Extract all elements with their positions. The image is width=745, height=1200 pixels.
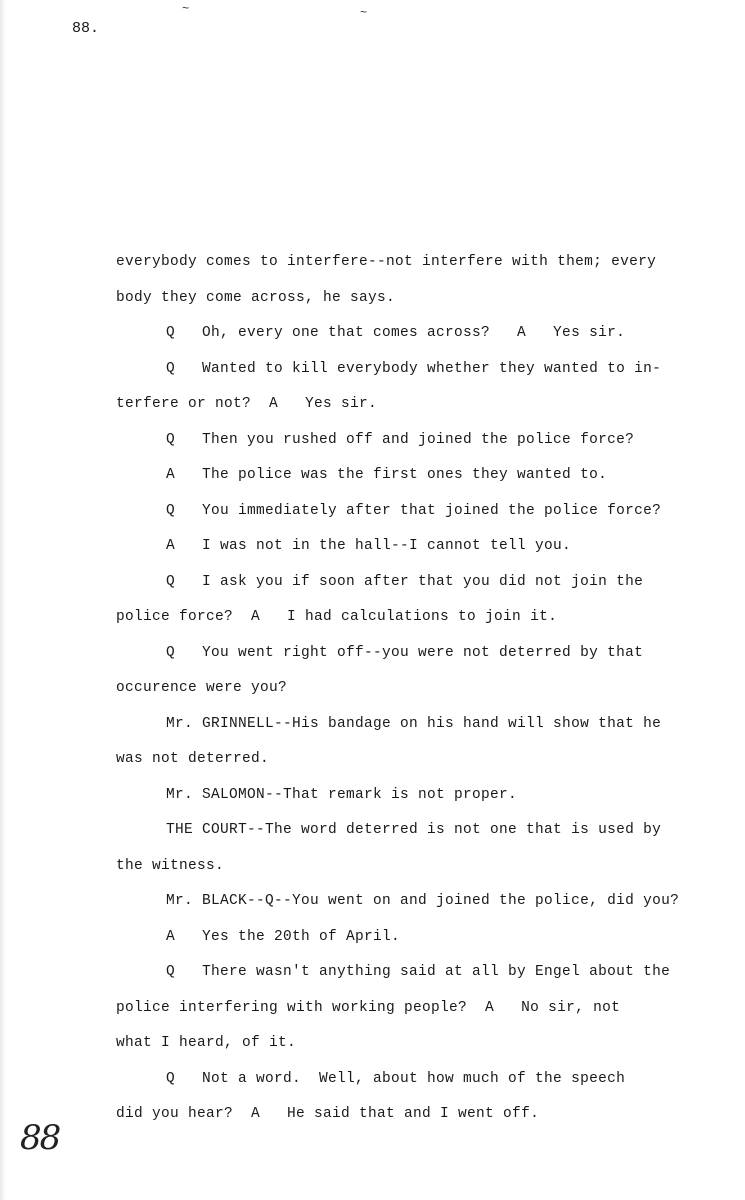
handwritten-page-number: 88 — [20, 1118, 60, 1158]
transcript-line: Q There wasn't anything said at all by Engel about the — [166, 964, 671, 980]
transcript-line: police interfering with working people? A No sir, not — [116, 999, 621, 1016]
ink-speck: ~ — [182, 2, 190, 16]
transcript-line: Mr. BLACK--Q--You went on and joined the police, did you? — [166, 893, 680, 909]
transcript-line: terfere or not? A Yes sir. — [116, 396, 378, 412]
transcript-line: Q I ask you if soon after that you did not join the — [166, 573, 644, 590]
transcript-line: occurence were you? — [116, 680, 288, 696]
transcript-line: the witness. — [116, 857, 225, 874]
transcript-line: A I was not in the hall--I cannot tell you. — [166, 538, 572, 554]
transcript-line: Mr. GRINNELL--His bandage on his hand will show that he — [166, 715, 662, 732]
page-edge-shadow — [0, 0, 6, 1200]
transcript-line: Q You went right off--you were not deterred by that — [166, 644, 644, 661]
transcript-line: Q Wanted to kill everybody whether they wanted to in- — [166, 360, 662, 377]
transcript-line: everybody comes to interfere--not interfere with them; every — [116, 254, 657, 270]
transcript-line: did you hear? A He said that and I went off. — [116, 1106, 540, 1122]
transcript-line: Q Not a word. Well, about how much of the speech — [166, 1070, 626, 1087]
transcript-line: A Yes the 20th of April. — [166, 928, 401, 945]
transcript-line: Q You immediately after that joined the police force? — [166, 502, 662, 519]
transcript-line: Mr. SALOMON--That remark is not proper. — [166, 786, 518, 803]
page-number: 88. — [72, 20, 100, 37]
ink-speck: ~ — [360, 6, 368, 20]
transcript-line: what I heard, of it. — [116, 1035, 297, 1051]
transcript-line: A The police was the first ones they wanted to. — [166, 467, 608, 483]
transcript-line: police force? A I had calculations to join it. — [116, 609, 558, 625]
transcript-line: Q Oh, every one that comes across? A Yes sir. — [166, 325, 626, 341]
transcript-line: body they come across, he says. — [116, 289, 396, 306]
transcript-line: Q Then you rushed off and joined the police force? — [166, 431, 635, 448]
transcript-body — [116, 248, 716, 1136]
transcript-line: THE COURT--The word deterred is not one that is used by — [166, 822, 662, 838]
transcript-line: was not deterred. — [116, 751, 270, 767]
